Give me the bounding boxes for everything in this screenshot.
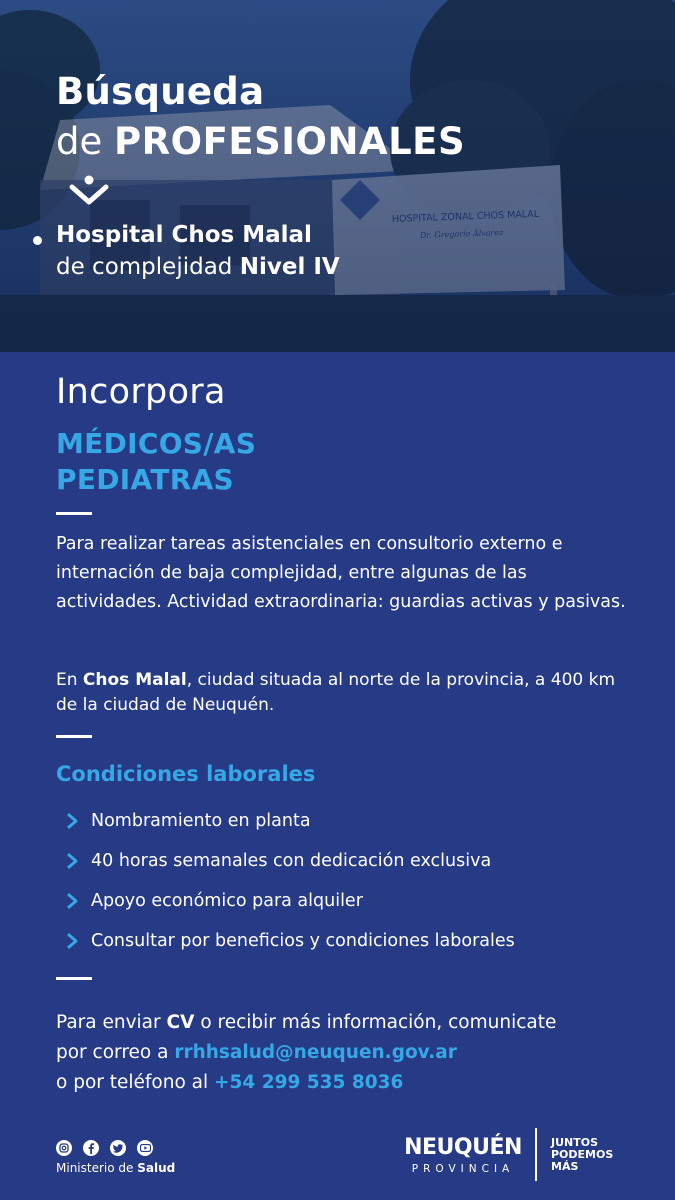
list-item	[64, 889, 363, 913]
contact-cv: CV	[166, 1012, 195, 1033]
chevron-down-icon	[68, 175, 110, 207]
intro-heading: Incorpora	[56, 372, 226, 412]
logo-divider	[535, 1128, 537, 1181]
divider	[56, 512, 92, 515]
ministry-bold: Salud	[137, 1161, 176, 1175]
list-item	[64, 849, 491, 873]
logo-main: NEUQUÉN	[404, 1135, 522, 1160]
contact-line2	[56, 1038, 556, 1068]
condition-text: 40 horas semanales con dedicación exclusiva	[91, 851, 492, 871]
contact-line1-prefix: Para enviar	[56, 1012, 161, 1033]
hero-title-line2	[56, 120, 465, 163]
contact-block	[56, 1008, 556, 1098]
slogan	[551, 1137, 613, 1173]
list-item	[64, 809, 311, 833]
ministry-label	[56, 1161, 175, 1175]
contact-line3	[56, 1068, 556, 1098]
hero-title-line1: Búsqueda	[56, 70, 265, 113]
complexity-prefix: de complejidad	[56, 254, 233, 280]
contact-line1	[56, 1008, 556, 1038]
divider	[56, 977, 92, 980]
hero-title-bold: PROFESIONALES	[114, 120, 466, 163]
contact-email[interactable]: rrhhsalud@neuquen.gov.ar	[174, 1042, 457, 1063]
bullet-dot	[33, 236, 42, 245]
location-city: Chos Malal	[82, 670, 187, 690]
ministry-prefix: Ministerio de	[56, 1161, 134, 1175]
chevron-right-icon	[64, 852, 82, 870]
role-line1: MÉDICOS/AS	[56, 427, 257, 460]
condition-text: Apoyo económico para alquiler	[91, 891, 363, 911]
instagram-icon[interactable]	[56, 1140, 72, 1156]
chevron-right-icon	[64, 932, 82, 950]
role-line2: PEDIATRAS	[56, 463, 235, 496]
social-icons	[56, 1140, 153, 1156]
slogan-line3: MÁS	[551, 1160, 579, 1173]
role-title	[56, 426, 256, 498]
location-prefix: En	[56, 670, 78, 690]
youtube-icon[interactable]	[137, 1140, 153, 1156]
facebook-icon[interactable]	[83, 1140, 99, 1156]
conditions-title: Condiciones laborales	[56, 762, 316, 786]
neuquen-logo	[404, 1135, 522, 1176]
slogan-line1: JUNTOS	[551, 1136, 599, 1149]
list-item	[64, 929, 515, 953]
chevron-right-icon	[64, 812, 82, 830]
hospital-name: Hospital Chos Malal	[56, 222, 312, 248]
location-paragraph	[56, 668, 626, 718]
slogan-line2: PODEMOS	[551, 1148, 614, 1161]
complexity-level	[56, 254, 340, 280]
divider	[56, 735, 92, 738]
condition-text: Nombramiento en planta	[91, 811, 311, 831]
complexity-value: Nivel IV	[239, 254, 340, 280]
hero-title-prefix: de	[56, 120, 103, 163]
condition-text: Consultar por beneficios y condiciones laborales	[91, 931, 515, 951]
logo-sub: PROVINCIA	[411, 1163, 515, 1175]
chevron-right-icon	[64, 892, 82, 910]
description-paragraph: Para realizar tareas asistenciales en consultorio externo e internación de baja complejidad, entre algunas de las actividades. Actividad extraordinaria: guardias activas y pasivas.	[56, 534, 626, 612]
twitter-icon[interactable]	[110, 1140, 126, 1156]
hero-banner	[0, 0, 675, 352]
contact-line3-prefix: o por teléfono al	[56, 1072, 209, 1093]
contact-line2-prefix: por correo a	[56, 1042, 169, 1063]
contact-phone[interactable]: +54 299 535 8036	[214, 1072, 404, 1093]
location-rest: , ciudad situada al norte de la provincia, a 400 km de la ciudad de Neuquén.	[56, 670, 616, 715]
contact-line1-rest: o recibir más información, comunicate	[200, 1012, 557, 1033]
